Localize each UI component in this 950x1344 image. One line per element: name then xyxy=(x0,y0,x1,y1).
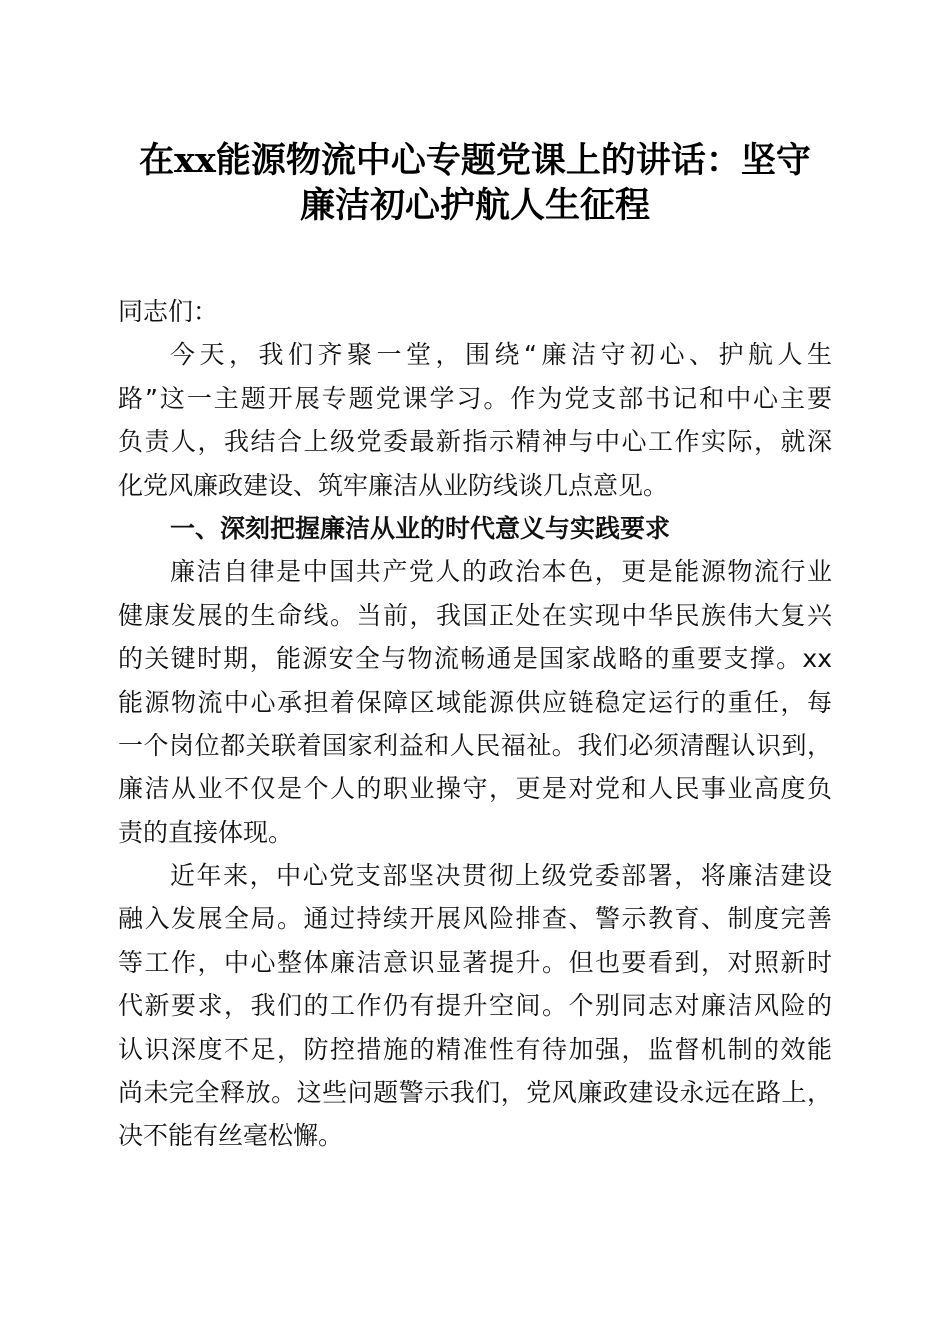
document-title xyxy=(118,138,832,228)
text-line: 一、深刻把握廉洁从业的时代意义与实践要求 xyxy=(170,513,671,543)
title-line-2: 廉洁初心护航人生征程 xyxy=(299,185,650,226)
text-line: 的关键时期，能源安全与物流畅通是国家战略的重要支撑。xx xyxy=(118,644,832,674)
paragraph xyxy=(118,854,832,1158)
text-line: 责的直接体现。 xyxy=(118,817,294,847)
text-line: 能源物流中心承担着保障区域能源供应链稳定运行的重任，每 xyxy=(118,687,832,717)
text-line: 融入发展全局。通过持续开展风险排查、警示教育、制度完善 xyxy=(118,904,832,934)
text-line: 廉洁从业不仅是个人的职业操守，更是对党和人民事业高度负 xyxy=(118,774,832,804)
text-line: 认识深度不足，防控措施的精准性有待加强，监督机制的效能 xyxy=(118,1034,832,1064)
document-body xyxy=(118,290,832,1158)
text-line: 代新要求，我们的工作仍有提升空间。个别同志对廉洁风险的 xyxy=(118,991,832,1021)
salutation xyxy=(118,290,832,333)
text-line: 一个岗位都关联着国家利益和人民福祉。我们必须清醒认识到， xyxy=(118,730,832,760)
text-line: 近年来，中心党支部坚决贯彻上级党委部署，将廉洁建设 xyxy=(170,861,832,891)
text-line: 廉洁自律是中国共产党人的政治本色，更是能源物流行业 xyxy=(170,557,832,587)
text-line: 化党风廉政建设、筑牢廉洁从业防线谈几点意见。 xyxy=(118,470,669,500)
title-line-1: 在xx能源物流中心专题党课上的讲话：坚守 xyxy=(139,140,811,181)
text-line: 决不能有丝毫松懈。 xyxy=(118,1121,344,1151)
paragraph xyxy=(118,333,832,507)
text-line: 等工作，中心整体廉洁意识显著提升。但也要看到，对照新时 xyxy=(118,947,832,977)
text-line: 尚未完全释放。这些问题警示我们，党风廉政建设永远在路上， xyxy=(118,1078,832,1108)
text-line: 今天，我们齐聚一堂，围绕“廉洁守初心、护航人生 xyxy=(170,340,832,370)
text-line: 负责人，我结合上级党委最新指示精神与中心工作实际，就深 xyxy=(118,427,832,457)
section-heading xyxy=(118,507,832,550)
text-line: 健康发展的生命线。当前，我国正处在实现中华民族伟大复兴 xyxy=(118,600,832,630)
paragraph xyxy=(118,550,832,854)
text-line: 同志们： xyxy=(118,297,219,326)
text-line: 路”这一主题开展专题党课学习。作为党支部书记和中心主要 xyxy=(118,383,832,413)
document-page xyxy=(118,138,832,1158)
